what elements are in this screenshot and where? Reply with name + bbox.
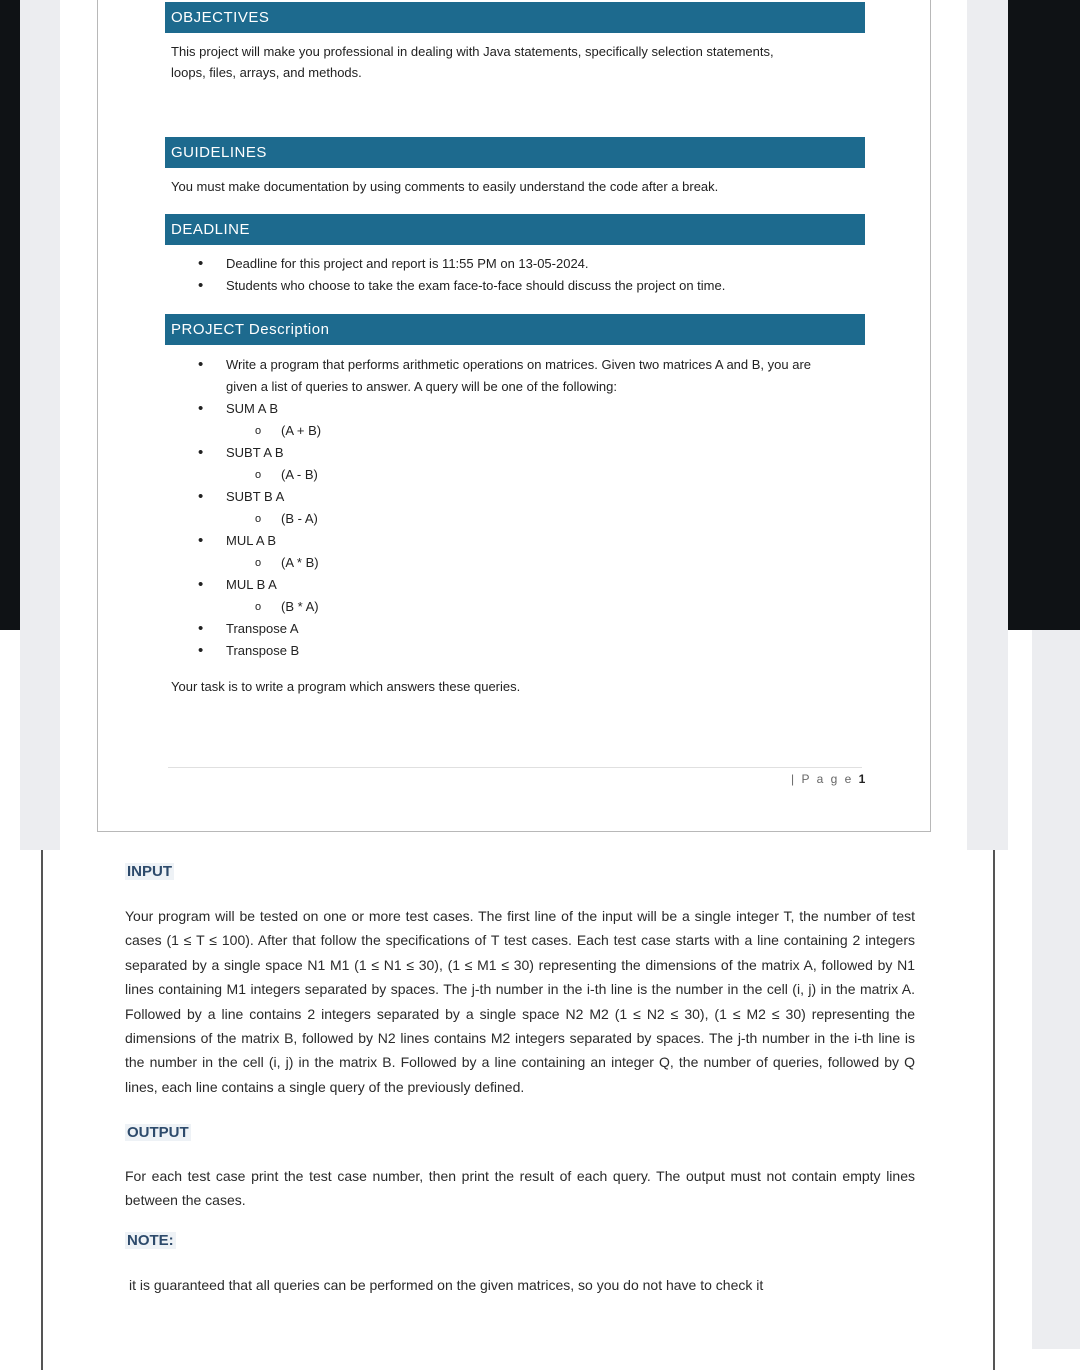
query-detail: o (B * A) — [198, 596, 818, 618]
note-heading: NOTE: — [127, 1232, 174, 1249]
document-page-1 — [97, 0, 931, 832]
query-detail: o (A + B) — [198, 420, 818, 442]
query-item: • SUM A B — [198, 398, 818, 420]
background-right-gray-lower — [1032, 630, 1080, 1349]
project-query-list — [198, 354, 818, 662]
objectives-text: This project will make you professional in dealing with Java statements, specifically selection statements, loops, files, arrays, and methods. — [171, 44, 774, 80]
background-left-gray — [20, 0, 60, 850]
background-right-dark — [1008, 0, 1080, 630]
query-item: • MUL B A — [198, 574, 818, 596]
query-item: • SUBT B A — [198, 486, 818, 508]
input-heading: INPUT — [127, 863, 172, 880]
query-item: • Transpose A — [198, 618, 818, 640]
deadline-heading: DEADLINE — [165, 214, 865, 245]
output-text: For each test case print the test case number, then print the result of each query. The output must not contain empty lines between the cases. — [125, 1168, 915, 1209]
query-detail: o (A * B) — [198, 552, 818, 574]
deadline-item: • Deadline for this project and report is 11:55 PM on 13-05-2024. — [198, 253, 848, 275]
objectives-heading: OBJECTIVES — [165, 2, 865, 33]
input-text: Your program will be tested on one or more test cases. The first line of the input will be a single integer T, the number of test cases (1 ≤ T ≤ 100). After that follow the specifications of T test cases. Each test case starts with a line containing 2 integers separated by a single space N1 M1 (1 ≤ N1 ≤ 30), (1 ≤ M1 ≤ 30) representing the dimensions of the matrix A, followed by N1 lines containing M1 integers separated by spaces. The j-th number in the i-th line is the number in the cell (i, j) in the matrix A. Followed by a line contains 2 integers separated by a single space N2 M2 (1 ≤ N2 ≤ 30), (1 ≤ M2 ≤ 30) representing the dimensions of the matrix B, followed by N2 lines contains M2 integers separated by spaces. The j-th number in the i-th line is the number in the cell (i, j) in the matrix B. Followed by a line containing an integer Q, the number of queries, followed by Q lines, each line contains a single query of the previously defined. — [125, 908, 915, 1095]
background-left-dark — [0, 0, 20, 630]
query-detail: o (B - A) — [198, 508, 818, 530]
guidelines-text: You must make documentation by using comments to easily understand the code after a break. — [171, 179, 719, 194]
page-number-prefix: | P a g e — [791, 772, 854, 786]
deadline-item: • Students who choose to take the exam face-to-face should discuss the project on time. — [198, 275, 848, 297]
query-item: • MUL A B — [198, 530, 818, 552]
project-task-text: Your task is to write a program which answers these queries. — [171, 679, 521, 694]
background-right-gray — [967, 0, 1008, 850]
query-detail: o (A - B) — [198, 464, 818, 486]
deadline-list — [198, 253, 848, 297]
document-page-2 — [41, 850, 995, 1370]
footer-divider — [168, 767, 862, 768]
page-number-value: 1 — [858, 772, 868, 786]
query-item: • SUBT A B — [198, 442, 818, 464]
project-description-heading: PROJECT Description — [165, 314, 865, 345]
guidelines-heading: GUIDELINES — [165, 137, 865, 168]
query-item: • Transpose B — [198, 640, 818, 662]
page-number — [791, 772, 867, 786]
output-heading: OUTPUT — [127, 1124, 189, 1141]
note-text: it is guaranteed that all queries can be performed on the given matrices, so you do not have to check it — [129, 1277, 764, 1293]
project-intro: • Write a program that performs arithmetic operations on matrices. Given two matrices A and B, you are given a list of queries to answer. A query will be one of the following: — [198, 354, 818, 398]
